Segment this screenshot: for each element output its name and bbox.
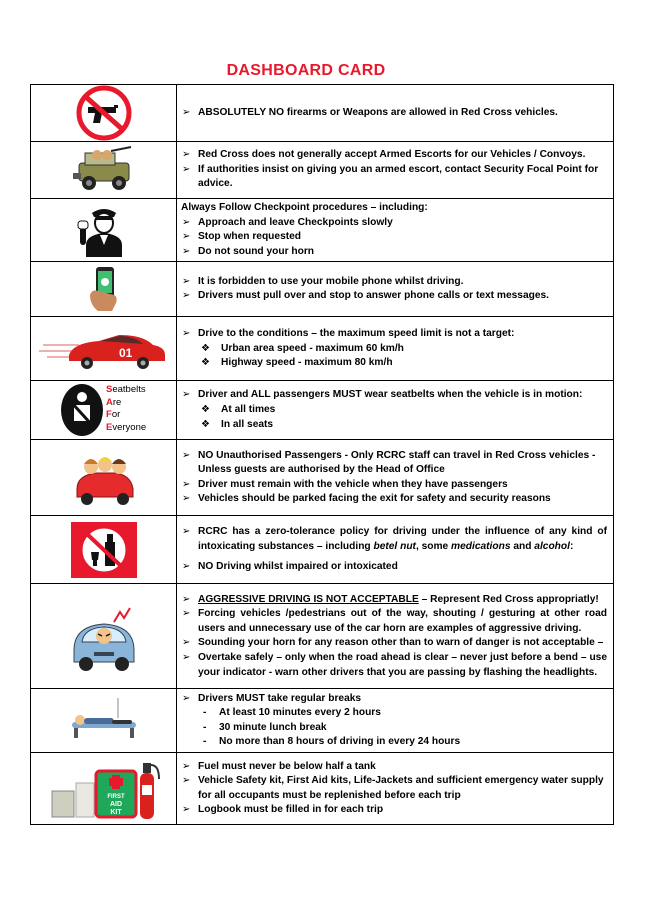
table-row: [31, 317, 614, 381]
text-cell: [177, 516, 614, 584]
table-row: [31, 584, 614, 689]
image-cell: [31, 317, 177, 381]
seatbelt-acronym: Seatbelts Are For Everyone: [106, 384, 147, 433]
resting-person-icon: [62, 696, 146, 746]
image-cell: [31, 689, 177, 753]
list-item: ➢ Drivers must pull over and stop to answer phone calls or text messages.: [181, 289, 607, 304]
image-cell: [31, 199, 177, 262]
list-item: ➢ RCRC has a zero-tolerance policy for driving under the influence of any kind of intoxicating substances – including betel nut, some medications and alcohol:: [181, 525, 607, 554]
text-cell: [177, 317, 614, 381]
image-cell: [31, 85, 177, 142]
aggressive-driver-icon: [64, 598, 144, 674]
text-cell: [177, 199, 614, 262]
kit-label: FIRST: [106, 793, 125, 800]
image-cell: [31, 440, 177, 516]
sub-list-item: - 30 minute lunch break: [181, 721, 607, 736]
kit-label: KIT: [109, 808, 122, 816]
text-cell: [177, 381, 614, 440]
text-cell: [177, 262, 614, 317]
sub-list-item: ❖ At all times: [181, 403, 607, 418]
list-item: ➢ ABSOLUTELY NO firearms or Weapons are allowed in Red Cross vehicles.: [181, 106, 607, 121]
text-cell: [177, 584, 614, 689]
armed-escort-jeep-icon: [71, 145, 137, 195]
sub-list-item: - No more than 8 hours of driving in every 24 hours: [181, 735, 607, 750]
list-item: ➢ NO Unauthorised Passengers - Only RCRC staff can travel in Red Cross vehicles - Unless guests are authorised by the Head of Office: [181, 449, 607, 478]
list-item: ➢ It is forbidden to use your mobile phone whilst driving.: [181, 275, 607, 290]
kit-label: AID: [109, 800, 122, 808]
list-item: ➢ Do not sound your horn: [181, 245, 607, 260]
mobile-phone-icon: [84, 265, 124, 313]
seatbelt-icon: [60, 383, 104, 437]
sub-list-item: - At least 10 minutes every 2 hours: [181, 706, 607, 721]
list-item: ➢ If authorities insist on giving you an armed escort, contact Security Focal Point for advice.: [181, 163, 607, 192]
list-item: ➢ Approach and leave Checkpoints slowly: [181, 216, 607, 231]
safety-kit-icon: [46, 755, 162, 823]
no-alcohol-icon: [71, 522, 137, 578]
table-row: [31, 199, 614, 262]
sub-list-item: ❖ Highway speed - maximum 80 km/h: [181, 356, 607, 371]
image-cell: [31, 142, 177, 199]
passengers-car-icon: [71, 449, 137, 507]
list-item: ➢ Drive to the conditions – the maximum speed limit is not a target:: [181, 327, 607, 342]
list-item: ➢ Forcing vehicles /pedestrians out of the way, shouting / gesturing at other road users and unnecessary use of the car horn are examples of aggressive driving.: [181, 607, 607, 636]
list-item: ➢ AGGRESSIVE DRIVING IS NOT ACCEPTABLE – Represent Red Cross appropriatly!: [181, 593, 607, 608]
table-row: [31, 440, 614, 516]
table-row: [31, 516, 614, 584]
list-item: ➢ NO Driving whilst impaired or intoxicated: [181, 560, 607, 575]
no-firearms-icon: [72, 85, 136, 141]
table-row: [31, 142, 614, 199]
list-item: ➢ Red Cross does not generally accept Armed Escorts for our Vehicles / Convoys.: [181, 148, 607, 163]
seatbelt-logo: [31, 381, 176, 439]
text-cell: [177, 753, 614, 825]
car-number: 01: [118, 345, 132, 360]
dashboard-card-table: [30, 84, 614, 825]
image-cell: [31, 516, 177, 584]
table-row: [31, 753, 614, 825]
text-cell: [177, 440, 614, 516]
sub-list-item: ❖ In all seats: [181, 418, 607, 433]
image-cell: [31, 262, 177, 317]
speeding-car-icon: [39, 329, 169, 369]
list-item: ➢ Driver must remain with the vehicle when they have passengers: [181, 478, 607, 493]
image-cell: [31, 584, 177, 689]
list-intro: Always Follow Checkpoint procedures – including:: [181, 202, 428, 213]
text-cell: [177, 85, 614, 142]
table-row: [31, 262, 614, 317]
image-cell: [31, 381, 177, 440]
list-item: ➢ Vehicle Safety kit, First Aid kits, Life-Jackets and sufficient emergency water supply for all occupants must be replenished before each trip: [181, 774, 607, 803]
list-item: ➢ Vehicles should be parked facing the exit for safety and security reasons: [181, 492, 607, 507]
list-item: ➢ Sounding your horn for any reason other than to warn of danger is not acceptable –: [181, 636, 607, 651]
table-row: [31, 381, 614, 440]
list-item: ➢ Logbook must be filled in for each trip: [181, 803, 607, 818]
page-title: DASHBOARD CARD: [226, 62, 386, 79]
sub-list-item: ❖ Urban area speed - maximum 60 km/h: [181, 342, 607, 357]
image-cell: [31, 753, 177, 825]
list-item: ➢ Driver and ALL passengers MUST wear seatbelts when the vehicle is in motion:: [181, 388, 607, 403]
checkpoint-officer-icon: [76, 203, 132, 257]
table-row: [31, 689, 614, 753]
list-item: ➢ Stop when requested: [181, 230, 607, 245]
list-item: ➢ Drivers MUST take regular breaks: [181, 692, 607, 707]
list-item: ➢ Fuel must never be below half a tank: [181, 760, 607, 775]
table-row: [31, 85, 614, 142]
text-cell: [177, 689, 614, 753]
text-cell: [177, 142, 614, 199]
list-item: ➢ Overtake safely – only when the road ahead is clear – never just before a bend – use your indicator - warn other drivers that you are passing by flashing the headlights.: [181, 651, 607, 680]
